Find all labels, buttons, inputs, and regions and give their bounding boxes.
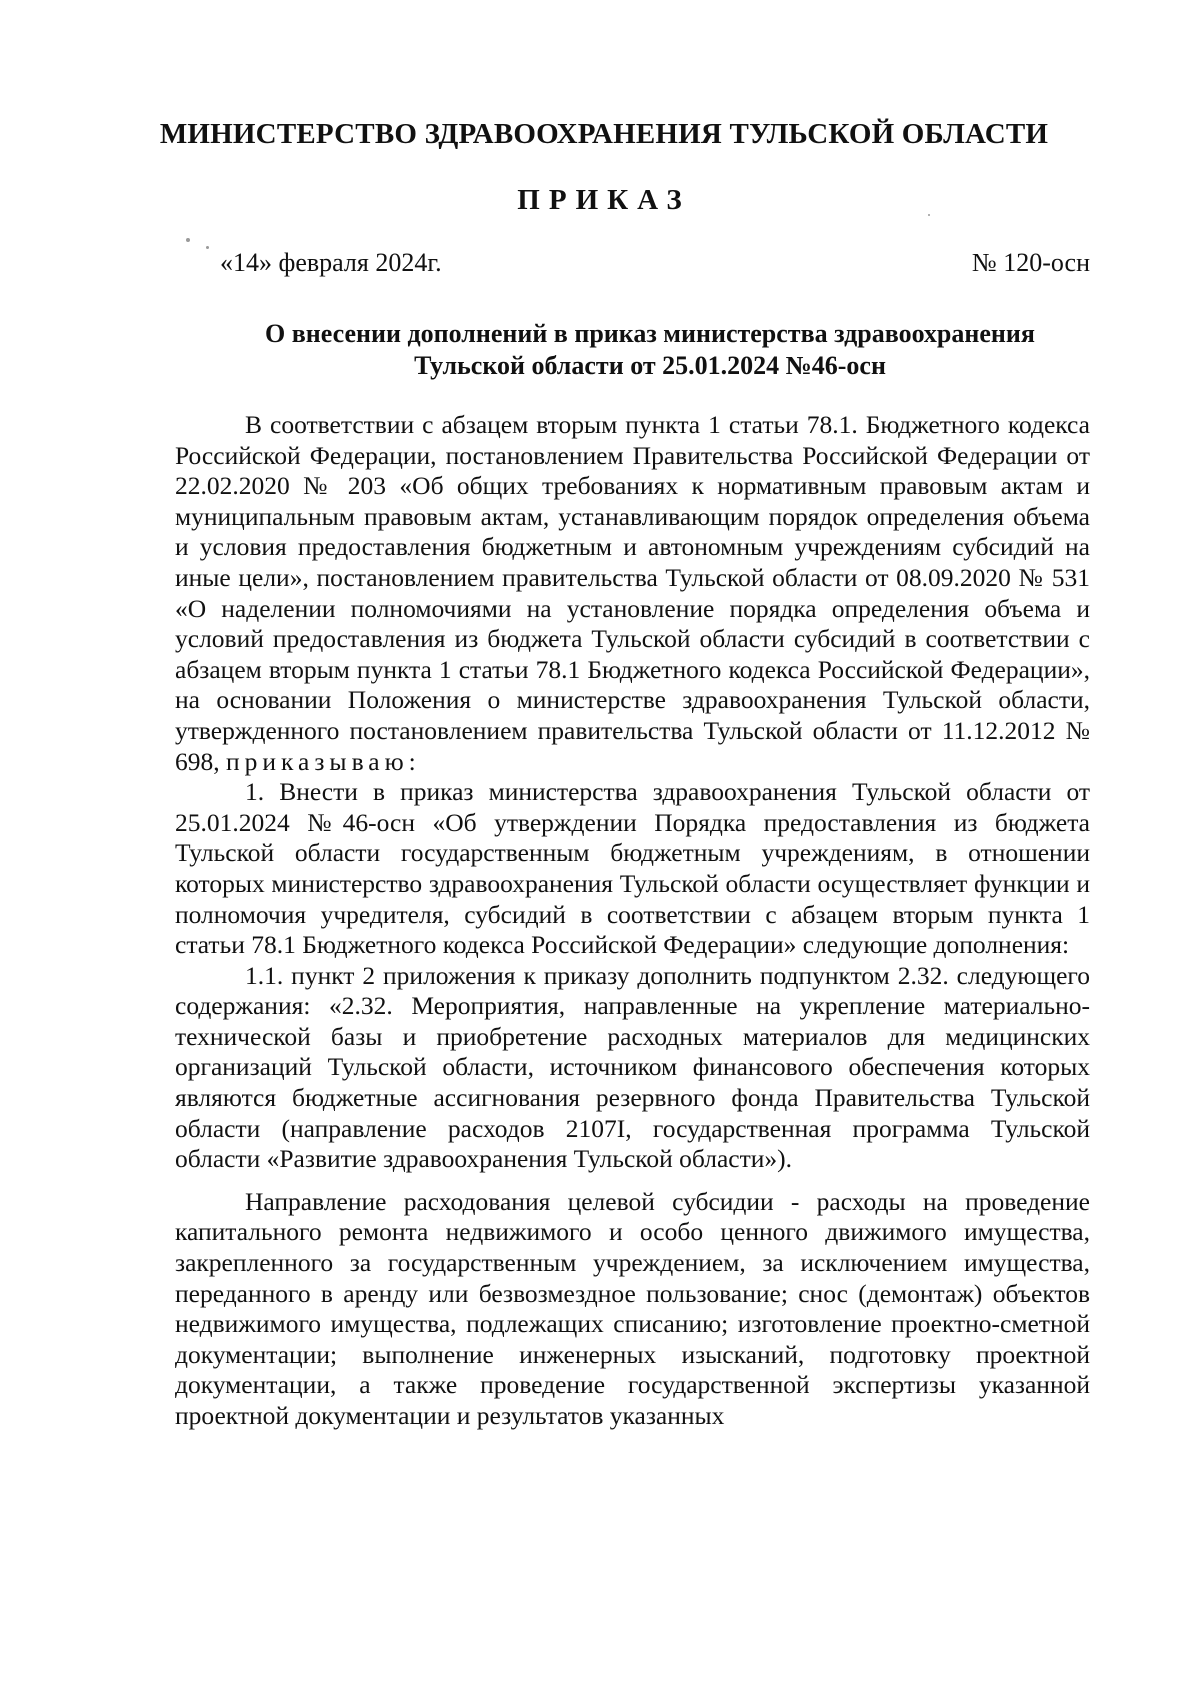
ministry-name: МИНИСТЕРСТВО ЗДРАВООХРАНЕНИЯ ТУЛЬСКОЙ ОБЛАСТИ [159, 118, 1049, 150]
order-body [175, 410, 1090, 1432]
document-type: ПРИКАЗ [517, 184, 691, 216]
order-directive-word: приказываю: [226, 746, 421, 776]
scan-speck [186, 238, 190, 242]
order-number: № 120-осн [971, 248, 1090, 277]
scan-speck [928, 214, 930, 216]
order-title-line-1: О внесении дополнений в приказ министерства здравоохранения [265, 319, 1035, 348]
direction-paragraph: Направление расходования целевой субсидии - расходы на проведение капитального ремонта недвижимого и особо ценного движимого имущества, закрепленного за государственным учреждением, за исключением имущества, переданного в аренду или безвозмездное пользование; снос (демонтаж) объектов недвижимого имущества, подлежащих списанию; изготовление проектно-сметной документации; выполнение инженерных изысканий, подготовку проектной документации, а также проведение государственной экспертизы указанной проектной документации и результатов указанных [175, 1186, 1090, 1430]
order-title [200, 318, 1100, 382]
scan-speck [206, 246, 209, 249]
order-title-line-2: Тульской области от 25.01.2024 №46-осн [414, 351, 886, 380]
preamble-text: В соответствии с абзацем вторым пункта 1 статьи 78.1. Бюджетного кодекса Российской Федерации, постановлением Правительства Российской Федерации от 22.02.2020 № 203 «Об общих требованиях к нормативным правовым актам и муниципальным правовым актам, устанавливающим порядок определения объема и условия предоставления бюджетным и автономным учреждениям субсидий на иные цели», постановлением правительства Тульской области от 08.09.2020 № 531 «О наделении полномочиями на установление порядка определения объема и условий предоставления из бюджета Тульской области субсидий в соответствии с абзацем вторым пункта 1 статьи 78.1 Бюджетного кодекса Российской Федерации», на основании Положения о министерстве здравоохранения Тульской области, утвержденного постановлением правительства Тульской области от 11.12.2012 № 698, [175, 410, 1090, 776]
item-1-1-paragraph: 1.1. пункт 2 приложения к приказу дополнить подпунктом 2.32. следующего содержания: «2.32. Мероприятия, направленные на укрепление материально-технической базы и приобретение расходных материалов для медицинских организаций Тульской области, источником финансового обеспечения которых являются бюджетные ассигнования резервного фонда Правительства Тульской области (направление расходов 2107I, государственная программа Тульской области «Развитие здравоохранения Тульской области»). [175, 960, 1090, 1174]
preamble-paragraph [175, 410, 1090, 777]
order-date: «14» февраля 2024г. [220, 248, 442, 277]
item-1-paragraph: 1. Внести в приказ министерства здравоохранения Тульской области от 25.01.2024 №46-осн «Об утверждении Порядка предоставления из бюджета Тульской области государственным бюджетным учреждениям, в отношении которых министерство здравоохранения Тульской области осуществляет функции и полномочия учредителя, субсидий в соответствии с абзацем вторым пункта 1 статьи 78.1 Бюджетного кодекса Российской Федерации» следующие дополнения: [175, 777, 1090, 960]
